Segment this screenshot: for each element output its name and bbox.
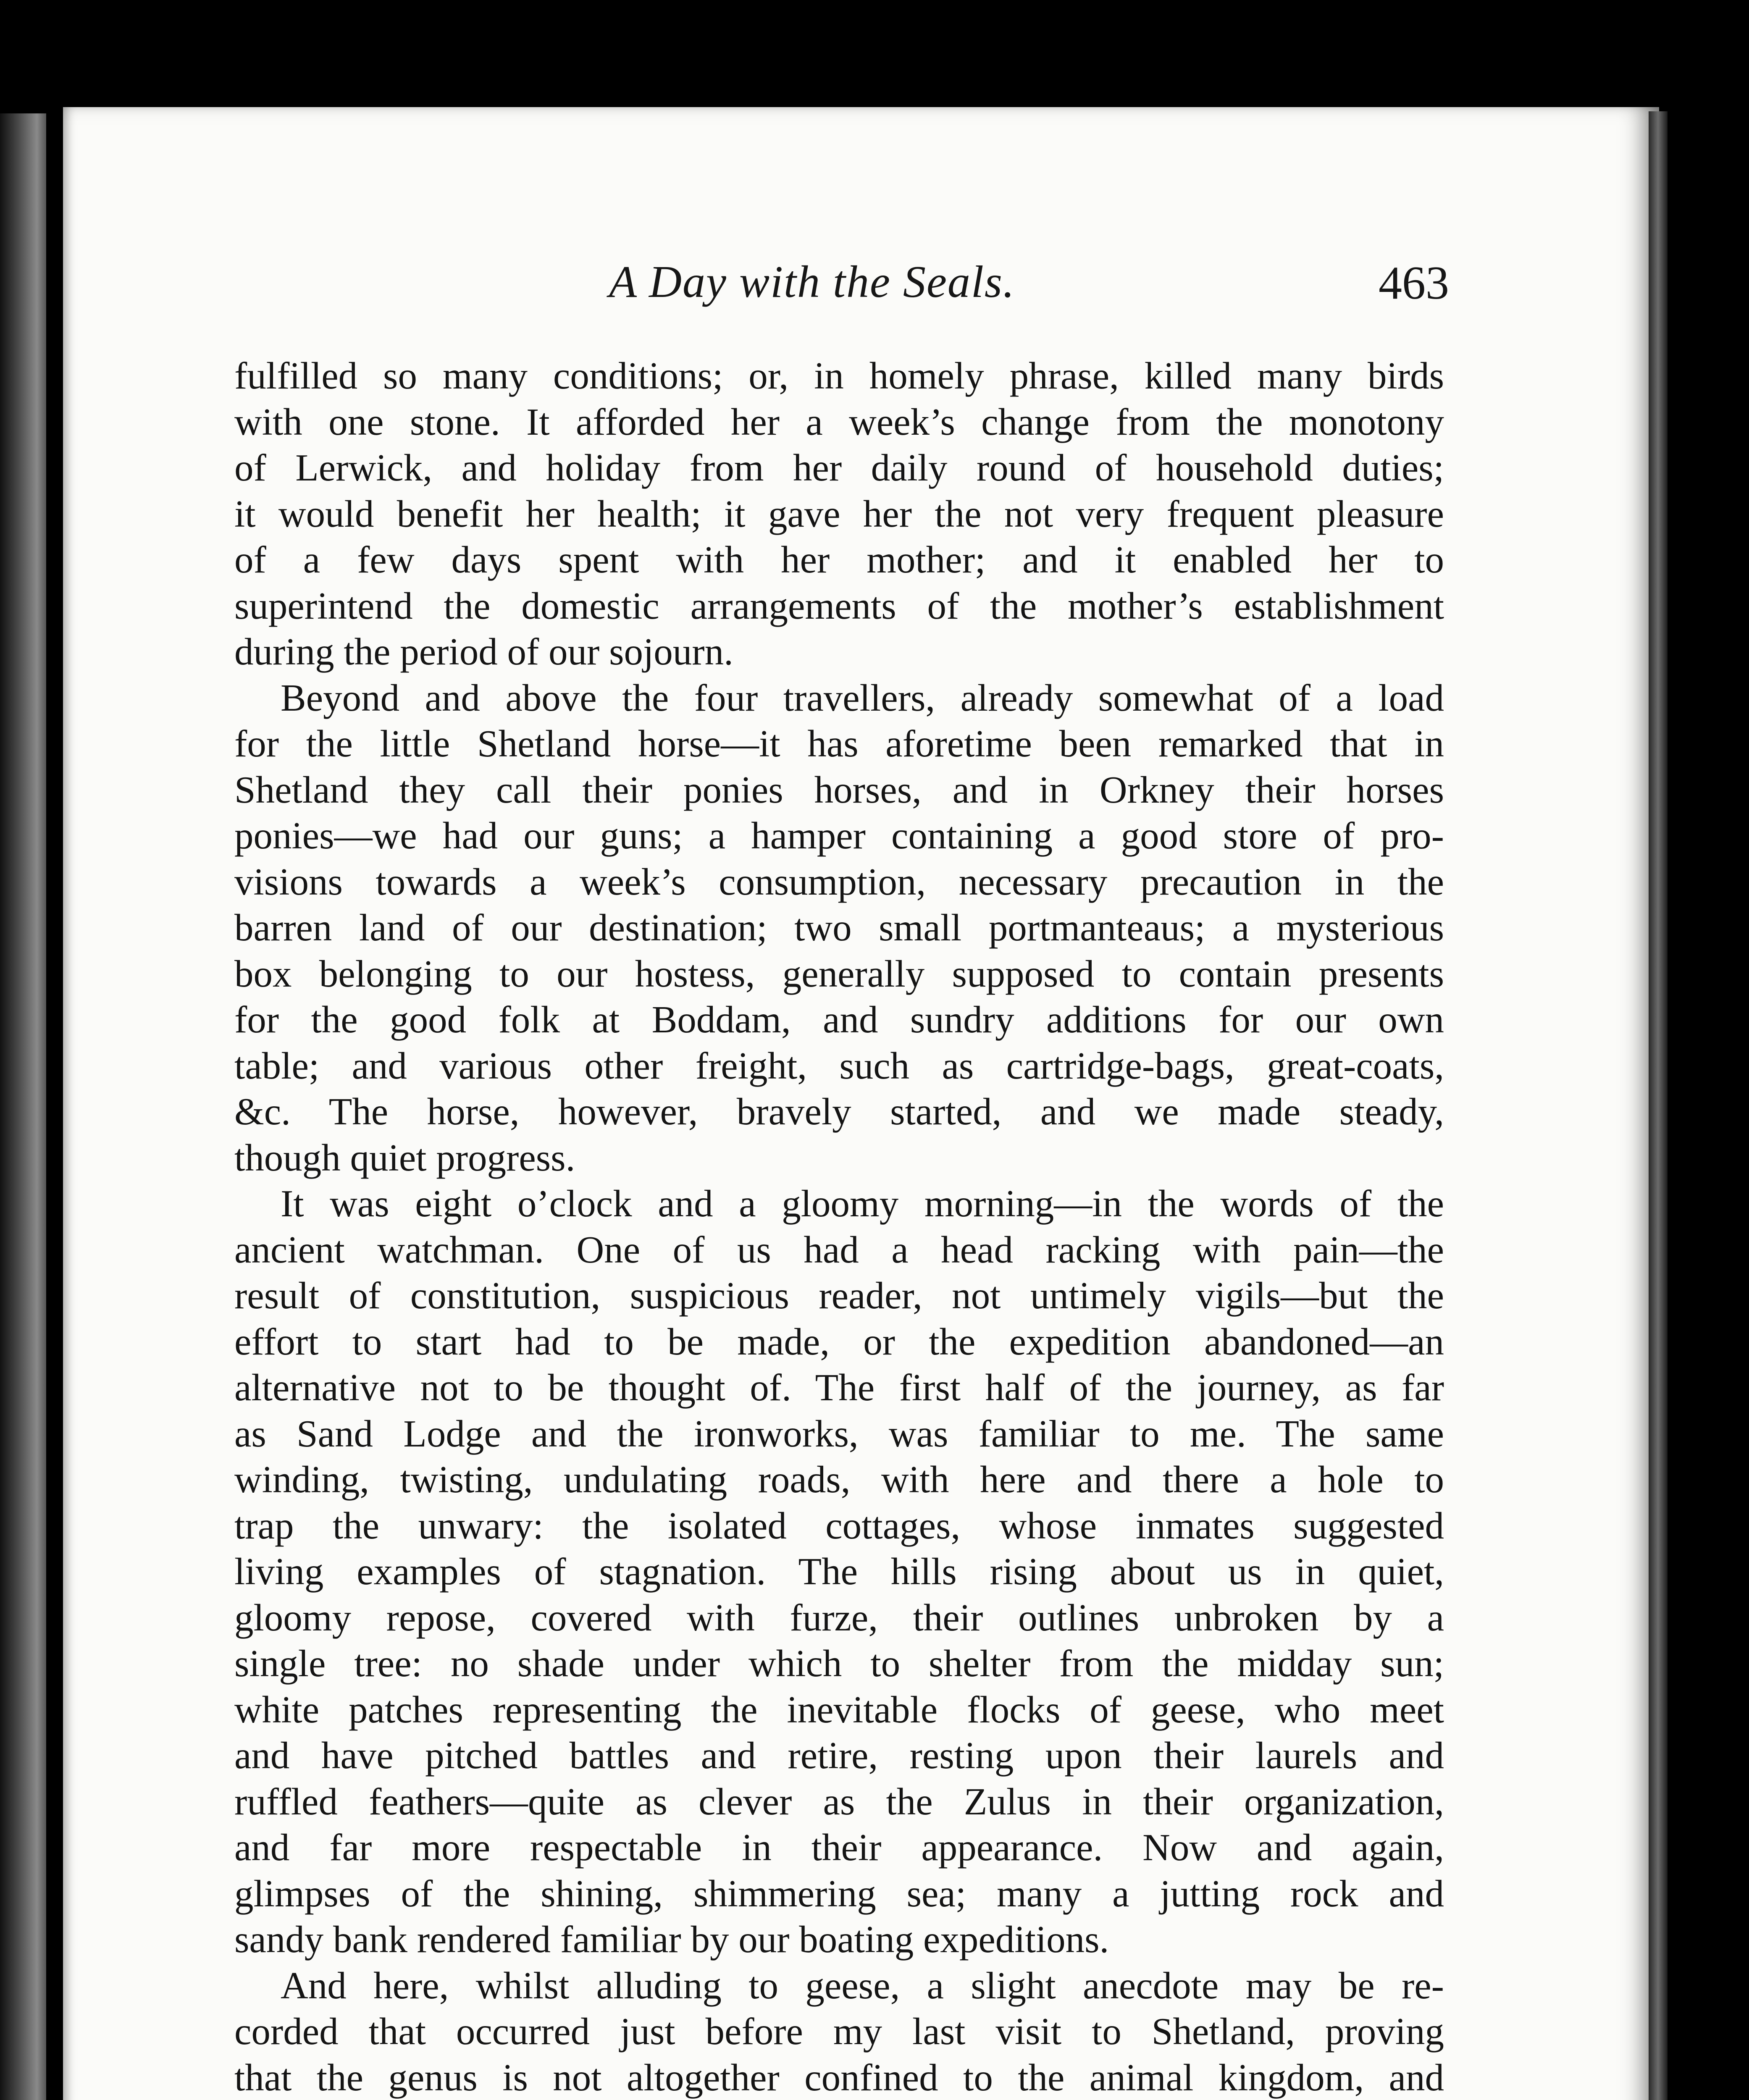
text-line: effort to start had to be made, or the expedition abandoned—an	[234, 1320, 1444, 1363]
text-line: though quiet progress.	[234, 1136, 575, 1179]
page-fore-edge	[1649, 111, 1668, 2100]
text-line: superintend the domestic arrangements of the mother’s establishment	[234, 584, 1444, 627]
text-line: living examples of stagnation. The hills rising about us in quiet,	[234, 1550, 1444, 1593]
page-header	[176, 256, 1449, 319]
text-line: winding, twisting, undulating roads, with here and there a hole to	[234, 1458, 1444, 1501]
text-line: for the good folk at Boddam, and sundry additions for our own	[234, 998, 1444, 1041]
text-line: and far more respectable in their appearance. Now and again,	[234, 1826, 1444, 1869]
text-line: alternative not to be thought of. The first half of the journey, as far	[234, 1366, 1444, 1409]
text-line: single tree: no shade under which to shelter from the midday sun;	[234, 1642, 1444, 1685]
text-line: Beyond and above the four travellers, already somewhat of a load	[281, 676, 1444, 719]
running-title: A Day with the Seals.	[609, 257, 1015, 307]
text-line: with one stone. It afforded her a week’s change from the monotony	[234, 400, 1444, 443]
text-line: as Sand Lodge and the ironworks, was familiar to me. The same	[234, 1412, 1444, 1455]
text-line: during the period of our sojourn.	[234, 630, 733, 673]
text-line: corded that occurred just before my last visit to Shetland, proving	[234, 2010, 1444, 2053]
previous-page-edge	[0, 113, 46, 2100]
text-line: visions towards a week’s consumption, necessary precaution in the	[234, 860, 1444, 903]
text-line: trap the unwary: the isolated cottages, whose inmates suggested	[234, 1504, 1444, 1547]
text-line: and have pitched battles and retire, resting upon their laurels and	[234, 1734, 1444, 1777]
text-line: ponies—we had our guns; a hamper containing a good store of pro-	[234, 814, 1444, 857]
text-line: ruffled feathers—quite as clever as the Zulus in their organization,	[234, 1780, 1444, 1823]
text-line: gloomy repose, covered with furze, their outlines unbroken by a	[234, 1596, 1444, 1639]
text-line: table; and various other freight, such as cartridge-bags, great-coats,	[234, 1044, 1444, 1087]
text-line: of Lerwick, and holiday from her daily round of household duties;	[234, 446, 1444, 489]
text-line: it would benefit her health; it gave her the not very frequent pleasure	[234, 492, 1444, 535]
text-line: result of constitution, suspicious reader, not untimely vigils—but the	[234, 1274, 1444, 1317]
text-line: &c. The horse, however, bravely started, and we made steady,	[234, 1090, 1444, 1133]
text-line: glimpses of the shining, shimmering sea; many a jutting rock and	[234, 1872, 1444, 1915]
text-line: that the genus is not altogether confined to the animal kingdom, and	[234, 2056, 1444, 2099]
body-text	[234, 353, 1444, 2100]
text-line: It was eight o’clock and a gloomy morning—in the words of the	[281, 1182, 1444, 1225]
text-line: white patches representing the inevitable flocks of geese, who meet	[234, 1688, 1444, 1731]
page-number: 463	[1379, 257, 1449, 309]
text-line: fulfilled so many conditions; or, in homely phrase, killed many birds	[234, 354, 1444, 397]
text-line: And here, whilst alluding to geese, a slight anecdote may be re-	[281, 1964, 1444, 2007]
text-line: barren land of our destination; two small portmanteaus; a mysterious	[234, 906, 1444, 949]
text-line: box belonging to our hostess, generally supposed to contain presents	[234, 952, 1444, 995]
text-line: for the little Shetland horse—it has aforetime been remarked that in	[234, 722, 1444, 765]
text-line: sandy bank rendered familiar by our boating expeditions.	[234, 1918, 1109, 1961]
text-line: Shetland they call their ponies horses, and in Orkney their horses	[234, 768, 1444, 811]
text-line: ancient watchman. One of us had a head racking with pain—the	[234, 1228, 1444, 1271]
text-line: of a few days spent with her mother; and it enabled her to	[234, 538, 1444, 581]
